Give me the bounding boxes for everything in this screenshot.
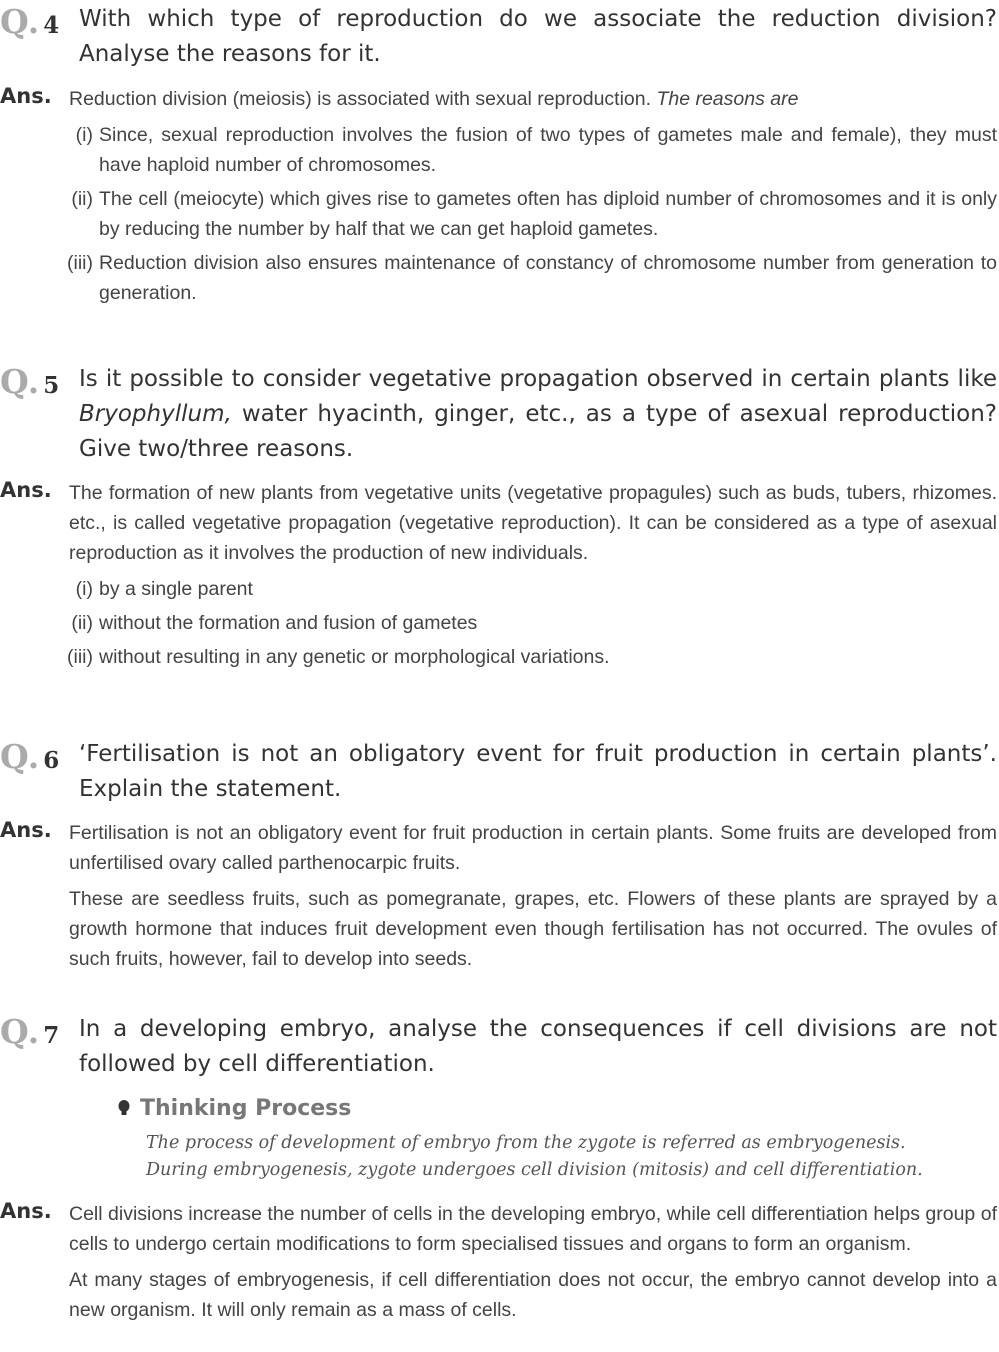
answer-label: Ans. [0,1199,52,1223]
answer-intro: Reduction division (meiosis) is associated with sexual reproduction. [69,88,652,110]
answer-paragraph: Cell divisions increase the number of cells in the developing embryo, while cell differentiation helps group of cells to undergo certain modifications to form specialised tissues and organs to form an organism. [69,1203,997,1255]
answer-label: Ans. [0,84,52,108]
answer-5 [0,478,997,676]
question-marker: Q. 5 [0,362,60,401]
q-letter: Q [0,1012,28,1051]
answer-4 [0,84,997,312]
answer-7 [0,1199,997,1331]
question-text: With which type of reproduction do we associate the reduction division? Analyse the reasons for it. [79,6,997,67]
question-6 [0,737,997,807]
question-number: 4 [43,12,60,39]
question-text: Is it possible to consider vegetative propagation observed in certain plants like Bryophyllum, water hyacinth, ginger, etc., as a type of asexual reproduction? Give two/three reasons. [79,366,997,462]
answer-paragraph: At many stages of embryogenesis, if cell differentiation does not occur, the embryo cannot develop into a new organism. It will only remain as a mass of cells. [69,1269,997,1321]
answer-body [69,84,997,308]
thinking-line: The process of development of embryo from the zygote is referred as embryogenesis. [146,1133,906,1153]
answer-paragraph: Fertilisation is not an obligatory event for fruit production in certain plants. Some fruits are developed from unfertilised ovary called parthenocarpic fruits. [69,822,997,874]
q-letter: Q [0,737,28,776]
thinking-body [146,1130,939,1184]
answer-body [69,1199,997,1325]
answer-paragraph: These are seedless fruits, such as pomegranate, grapes, etc. Flowers of these plants are sprayed by a growth hormone that induces fruit development even though fertilisation has not occurred. The ovules of such fruits, however, fail to develop into seeds. [69,888,997,970]
answer-label: Ans. [0,818,52,842]
question-text: ‘Fertilisation is not an obligatory event for fruit production in certain plants’. Explain the statement. [79,741,997,802]
question-4 [0,2,997,72]
answer-label: Ans. [0,478,52,502]
list-item: (iii) without resulting in any genetic or morphological variations. [67,646,610,668]
question-number: 6 [43,747,60,774]
question-7 [0,1012,997,1082]
list-item: (ii) without the formation and fusion of gametes [71,612,478,634]
question-5 [0,362,997,467]
list-item: (iii) Reduction division also ensures maintenance of constancy of chromosome number from generation to generation. [67,252,997,304]
reasons-list [69,120,997,308]
answer-paragraph: The formation of new plants from vegetative units (vegetative propagules) such as buds, tubers, rhizomes. etc., is called vegetative propagation (vegetative reproduction). It can be considered as a type of asexual reproduction as it involves the production of new individuals. [69,482,997,564]
question-marker: Q. 4 [0,2,60,41]
reasons-list [69,574,997,672]
question-marker: Q. 7 [0,1012,60,1051]
list-item: (i) by a single parent [75,578,253,600]
lightbulb-icon [118,1100,130,1116]
question-number: 5 [43,372,60,399]
question-number: 7 [43,1022,60,1049]
thinking-line: During embryogenesis, zygote undergoes cell division (mitosis) and cell differentiation. [146,1160,923,1180]
thinking-process [118,1094,939,1184]
list-item: (ii) The cell (meiocyte) which gives rise to gametes often has diploid number of chromosomes and it is only by reducing the number by half that we can get haploid gametes. [71,188,997,240]
q-letter: Q [0,2,28,41]
answer-body [69,478,997,672]
thinking-title: Thinking Process [118,1094,939,1124]
q-letter: Q [0,362,28,401]
list-item: (i) Since, sexual reproduction involves the fusion of two types of gametes male and female), they must have haploid number of chromosomes. [75,124,997,176]
question-marker: Q. 6 [0,737,60,776]
answer-body [69,818,997,974]
answer-intro-italic: The reasons are [656,88,799,110]
question-text: In a developing embryo, analyse the consequences if cell divisions are not followed by cell differentiation. [79,1016,997,1077]
answer-6 [0,818,997,980]
